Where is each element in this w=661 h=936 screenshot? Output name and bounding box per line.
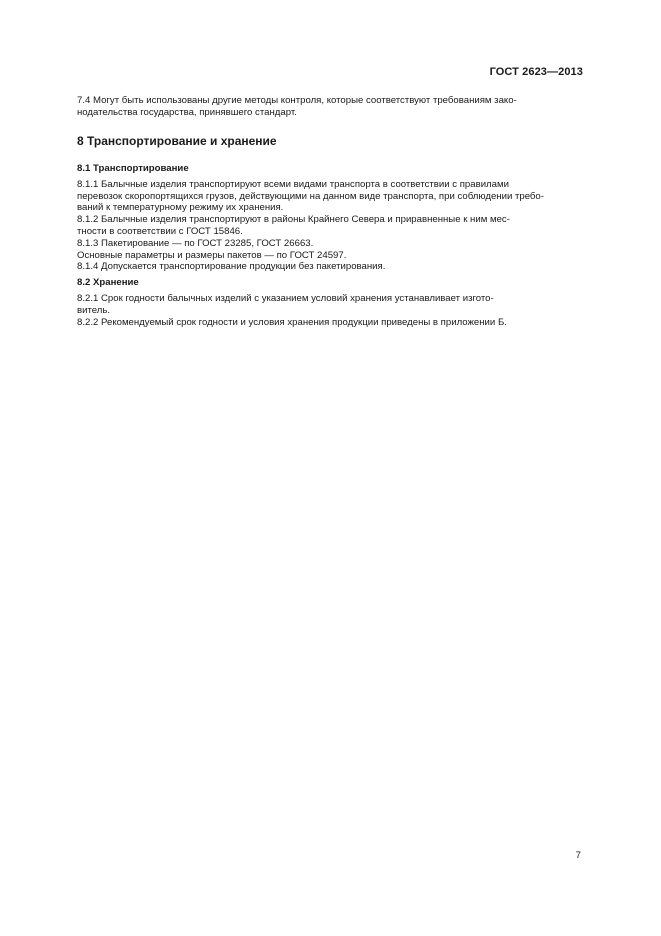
- paragraph-line: 8.1.3 Пакетирование — по ГОСТ 23285, ГОСТ 26663.: [77, 237, 314, 249]
- document-code-header: ГОСТ 2623—2013: [489, 66, 583, 78]
- paragraph-line: тности в соответствии с ГОСТ 15846.: [77, 225, 243, 237]
- paragraph-line: перевозок скоропортящихся грузов, действующими на данном виде транспорта, при соблюдении требо-: [77, 190, 544, 202]
- paragraph-line: 8.1.2 Балычные изделия транспортируют в районы Крайнего Севера и приравненные к ним мес-: [77, 214, 510, 226]
- paragraph-8-1-1: [77, 179, 583, 214]
- paragraph-8-1-2: [77, 214, 583, 238]
- paragraph-line: витель.: [77, 304, 111, 316]
- paragraph-line: Основные параметры и размеры пакетов — по ГОСТ 24597.: [77, 249, 347, 261]
- paragraph-7-4: [77, 95, 583, 119]
- paragraph-8-2-1: [77, 293, 583, 317]
- paragraph-line: 8.2.2 Рекомендуемый срок годности и условия хранения продукции приведены в приложении Б.: [77, 316, 507, 328]
- paragraph-line: 8.1.4 Допускается транспортирование продукции без пакетирования.: [77, 261, 386, 273]
- section-8-title: 8 Транспортирование и хранение: [77, 134, 277, 148]
- paragraph-8-2-2: [77, 317, 583, 329]
- subsection-8-1-title: 8.1 Транспортирование: [77, 163, 189, 174]
- paragraph-line: нодательства государства, принявшего стандарт.: [77, 106, 297, 118]
- paragraph-line: 7.4 Могут быть использованы другие методы контроля, которые соответствуют требованиям зако-: [77, 95, 517, 106]
- paragraph-8-1-4: [77, 261, 583, 273]
- subsection-8-2-title: 8.2 Хранение: [77, 277, 139, 289]
- paragraph-line: 8.1.1 Балычные изделия транспортируют всеми видами транспорта в соответствии с правилами: [77, 178, 509, 190]
- paragraph-line: 8.2.1 Срок годности балычных изделий с указанием условий хранения устанавливает изгото-: [77, 292, 494, 304]
- paragraph-line: ваний к температурному режиму их хранения.: [77, 202, 284, 214]
- paragraph-8-1-3: [77, 238, 583, 262]
- subsection-8-1: [77, 163, 583, 328]
- page-number: 7: [575, 850, 581, 861]
